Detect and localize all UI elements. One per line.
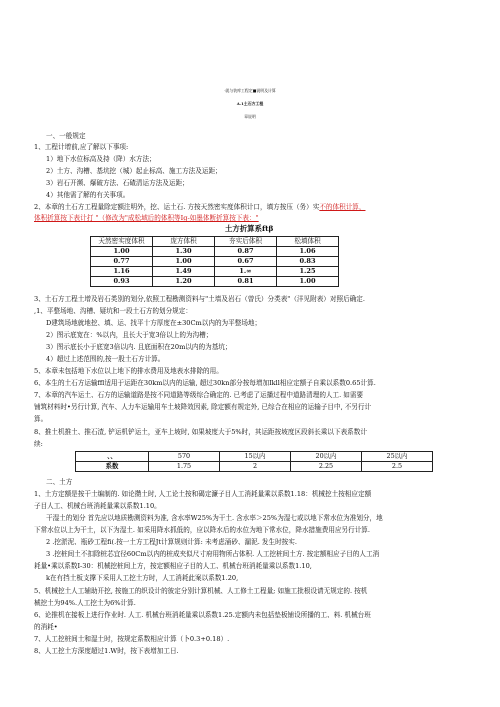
sub-item-4: 4）超过上述范围的,按一股土石方计算。 <box>46 355 165 363</box>
doc-header-line1: ·就与装库工程定■说明及计算 <box>224 88 276 93</box>
table-header: 20以内 <box>291 452 362 462</box>
sub-item-2: 2）图示底宽在：%以内，且长大于宽3倍以上的为沟槽； <box>46 331 213 339</box>
table-cell: 0.93 <box>91 277 153 287</box>
para-8a: 8、推土机推土、推石渣, 铲运机铲运土，亚车上坡时, 如果坡度大于5%时，其运距按坡度区段斜长乘以下表系数计 <box>34 428 367 436</box>
table-header: 夯实后体积 <box>215 237 277 247</box>
table-header: 庞方体积 <box>153 237 215 247</box>
table-cell: 1.00 <box>91 247 153 257</box>
para-2-revision: 不的体积计算， <box>319 203 366 211</box>
table-header: 25以内 <box>362 452 433 462</box>
table-cell: 1.75 <box>149 462 220 472</box>
table-header-row <box>91 237 339 247</box>
para-5: 5、本章未包括地下水位以上地下的排水费用及地表水排除的用。 <box>34 367 223 375</box>
table-header: 天然密实度体积 <box>91 237 153 247</box>
table-cell: 1.49 <box>153 267 215 277</box>
sec1-heading: 一、一般规定 <box>46 132 86 140</box>
para-2 <box>34 203 365 211</box>
sub-item-3: 3）图示底长小于底宽3倍以内. 且底面积在20m以内的为基坑； <box>46 343 232 351</box>
para-7b: 铺筑材料时•另行计算, 汽车、人力车运输用车土坡降效因素, 除定额有规定外, 已综合在相应的运输子目中, 不另行计 <box>34 403 372 411</box>
para-4: ,1、平整场地、沟槽、疑坑和一段土石方的划分规定： <box>34 307 192 315</box>
table-cell: 0.81 <box>215 277 277 287</box>
sec2-line: 7、人工挖桩间土和湿土时，按规定系数相应计算（卜0.3+0.18）. <box>34 635 230 643</box>
sec2-line: 5、机械挖土人工辅助开挖, 按施工的织设计的彼定分别计算机械、人工修土工程量; 如施工批根设请无规定的. 按机 <box>34 587 368 595</box>
table-row <box>76 452 433 462</box>
table-cell: 1.00 <box>153 257 215 267</box>
table-header: 、、 <box>76 452 149 462</box>
para-7c: 算。 <box>34 415 48 423</box>
sec2-line: 6、论推机在接板上进行作业时. 人工. 机械台班消耗量乘以系数1.25.定额内未包括垫板铺设所播的工、料. 机械台班 <box>34 611 371 619</box>
table-header: 570 <box>149 452 220 462</box>
table-cell: 系数 <box>76 462 149 472</box>
sec2-line: 下常水位以上为干土，以下为湿土. 如采用降水抓低的，应以降水后的水位为地下常水位，降水措施费用应另行计算. <box>34 526 370 534</box>
para-1: 1、工程计增前,应了解以下事项: <box>34 143 129 151</box>
table-row <box>91 247 339 257</box>
table-header: 松填体积 <box>277 237 339 247</box>
table-cell: 2.5 <box>362 462 433 472</box>
sec2-line: 8、人工挖土方深度超过1.W时，按下表增加工日. <box>34 647 179 655</box>
table-row <box>91 267 339 277</box>
sec2-line: 子目人工、机械台班消耗量乘以系数1.10。 <box>34 502 161 510</box>
conversion-table <box>90 236 339 287</box>
table-cell: 1.25 <box>277 267 339 277</box>
table-row <box>76 462 433 472</box>
sec2-line: 的消耗• <box>34 623 58 631</box>
sec2-line: k在有挡土板支撑下采用人工挖土方时，人工消耗此案以系数1.20, <box>46 574 239 582</box>
table-cell: 1.20 <box>153 277 215 287</box>
sec2-line: 干湿土的划分 首先应以地质勘测资料为准, 含水率W25%为干土. 含水率＞25%为湿七或以地下常水位为准划分，地 <box>46 514 383 522</box>
chapter-title: 章说明 <box>244 114 256 119</box>
item-1: 1）地下水位标高及持（降）水方法； <box>46 155 156 163</box>
para-2-text: 2、本章的土石方工程量除定额注明外，挖、运土石. 方按天然密实度体积计口，填方按压（务）实 <box>34 203 320 211</box>
item-3: 3）岩石开濒、爆破方法、石碴清运方法及运距； <box>46 179 189 187</box>
table-header: 15以内 <box>220 452 291 462</box>
item-2: 2）土方、沟槽、基坑挖（城）起止标高、施工方法及运距； <box>46 167 222 175</box>
conversion-table-title: 土方折算系ftβ <box>225 224 274 233</box>
sec2-line: 1、土方定额是按干土编制的. 如论攒土时, 人工论土按和碣定濂子目人工消耗量乘以系数1.18：机械挖土按相应定额 <box>34 490 372 498</box>
slope-table <box>75 451 433 472</box>
table-cell: 1.06 <box>277 247 339 257</box>
para-8b: 续: <box>34 440 43 448</box>
sec2-line: 3 .挖桩间土不扣除桩芯宜径60Cm以内的桩成夹似尺寸府用物所占体积. 人工挖桩间土方. 按定额相应子目的人工消 <box>46 550 380 558</box>
section-title: A.1土石方工程 <box>236 101 264 106</box>
para-7a: 7、本章的汽车运土、石方的运输道路是按不同道路等级综合确定的. 已考虑了运播过程中道路清理的人工. 如需要 <box>34 391 364 399</box>
table-cell: 1.00 <box>277 277 339 287</box>
para-3: 3、土石方工程土增及岩石类别的划分,依照工程勘测资料与"土墙及岩石（曾氏）分类表"（洋见附表）对照后确定. <box>34 295 365 303</box>
table-cell: 2 <box>220 462 291 472</box>
sec2-heading: 二、土方 <box>46 478 73 486</box>
table-cell: 1.30 <box>153 247 215 257</box>
table-cell: 0.67 <box>215 257 277 267</box>
table-cell: 1.∞ <box>215 267 277 277</box>
table-row <box>91 277 339 287</box>
para-2-revision-line: 体积折算按下表计打 "（修改为"成松域后的体积等Ig-如墨体断折算按下表：" <box>34 214 259 222</box>
table-cell: 2.25 <box>291 462 362 472</box>
para-6: 6、本生的土石方运输ffl适用于运距在30km以内的运输, 超过30kn部分按每增加Ikll相应定额子自乘以系数0.65计算. <box>34 379 376 387</box>
sec2-line: 2 .挖淤泥、瓶砂工程fi(.按一土方工程Jt计算规则计算: 未考虑涌砂、漏泥. 发生时按实. <box>46 538 297 546</box>
table-cell: 0.83 <box>277 257 339 267</box>
table-cell: 0.77 <box>91 257 153 267</box>
sec2-line: 耗量•乘以系数I-30：机械挖桩间上方，按定额相应子目的人工、机械台班消耗量乘以系数1.10, <box>34 562 312 570</box>
sec2-line: 械挖土为94%.人工挖土为6%计算. <box>34 599 136 607</box>
table-cell: 0.87 <box>215 247 277 257</box>
table-cell: 1.16 <box>91 267 153 277</box>
item-4: 4）其他需了解的有关事项。 <box>46 191 130 199</box>
sub-item-1: D建筑场地就地挖、填、运、找平十方厚度在±30Cm以内的为平整场地； <box>46 319 262 327</box>
table-row <box>91 257 339 267</box>
